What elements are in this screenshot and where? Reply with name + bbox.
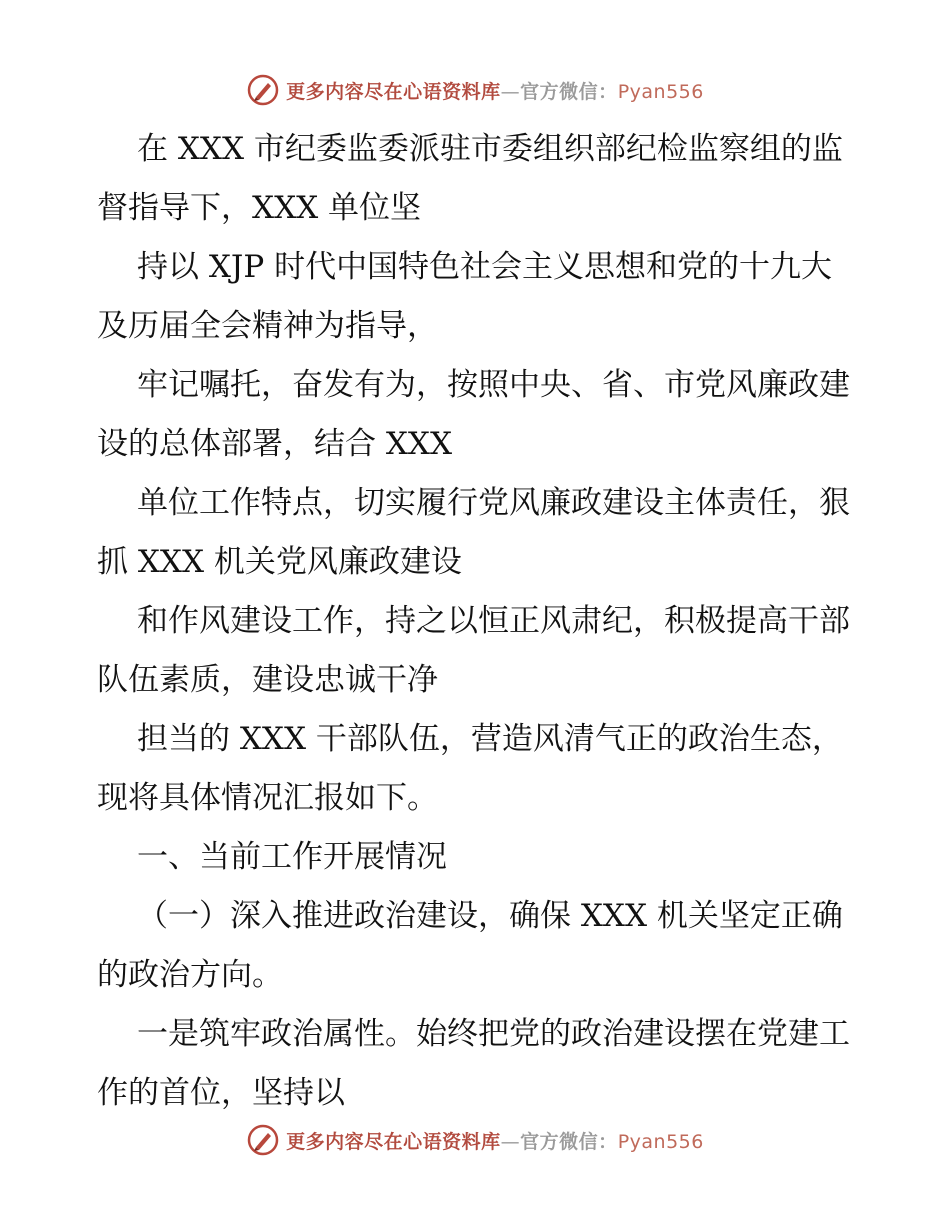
watermark-text (286, 1127, 704, 1154)
watermark-main: 更多内容尽在心语资料库 (286, 80, 501, 103)
paragraph: 担当的 XXX 干部队伍，营造风清气正的政治生态，现将具体情况汇报如下。 (97, 721, 843, 816)
document-body (97, 120, 857, 1123)
watermark-dash: — (500, 1130, 521, 1153)
paragraph: 在 XXX 市纪委监委派驻市委组织部纪检监察组的监督指导下，XXX 单位坚 (97, 131, 843, 226)
watermark-wechat: 官方微信： (520, 80, 618, 103)
watermark-id: Pyan556 (617, 80, 704, 103)
watermark-dash: — (500, 80, 521, 103)
subsection-heading: （一）深入推进政治建设，确保 XXX 机关坚定正确的政治方向。 (97, 898, 843, 993)
header-watermark (0, 70, 950, 110)
pen-logo-icon (246, 1123, 280, 1157)
paragraph: 和作风建设工作，持之以恒正风肃纪，积极提高干部队伍素质，建设忠诚干净 (97, 603, 850, 698)
paragraph: 持以 XJP 时代中国特色社会主义思想和党的十九大及历届全会精神为指导， (97, 249, 833, 344)
watermark-id: Pyan556 (617, 1130, 704, 1153)
paragraph: 一是筑牢政治属性。始终把党的政治建设摆在党建工作的首位，坚持以 (97, 1016, 850, 1111)
paragraph: 单位工作特点，切实履行党风廉政建设主体责任，狠抓 XXX 机关党风廉政建设 (97, 485, 850, 580)
watermark-main: 更多内容尽在心语资料库 (286, 1130, 501, 1153)
footer-watermark (0, 1120, 950, 1160)
watermark-text (286, 77, 704, 104)
watermark-wechat: 官方微信： (520, 1130, 618, 1153)
pen-logo-icon (246, 73, 280, 107)
paragraph: 牢记嘱托，奋发有为，按照中央、省、市党风廉政建设的总体部署，结合 XXX (97, 367, 850, 462)
section-heading: 一、当前工作开展情况 (137, 839, 447, 875)
